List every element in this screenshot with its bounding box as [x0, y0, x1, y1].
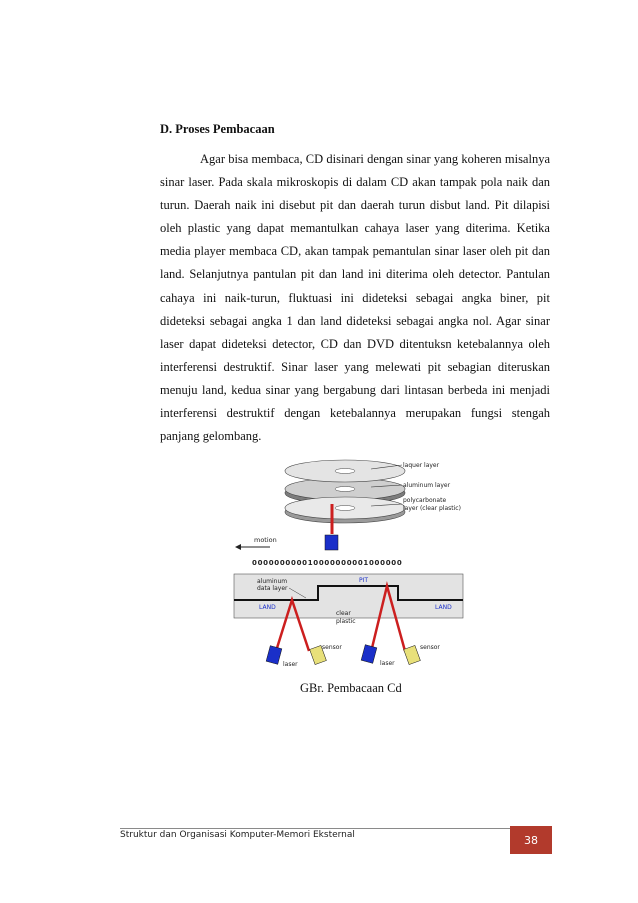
label-clear-1: clear: [336, 610, 351, 617]
label-aluminum-layer: aluminum layer: [403, 482, 451, 489]
label-polycarbonate-1: polycarbonate: [403, 497, 447, 504]
label-clear-2: plastic: [336, 618, 356, 625]
laser-block-right: [361, 645, 377, 664]
bit-sequence: 000000000010000000001000000: [252, 559, 403, 567]
label-sensor-left: sensor: [322, 644, 342, 651]
label-aluminum-data-1: aluminum: [257, 578, 288, 585]
label-lacquer-layer: laquer layer: [403, 462, 440, 469]
footer-text: Struktur dan Organisasi Komputer-Memori Eksternal: [120, 830, 355, 840]
laser-block-left: [266, 646, 282, 665]
laser-block-top: [325, 535, 338, 550]
section-heading: D. Proses Pembacaan: [160, 122, 275, 136]
label-land-left: LAND: [259, 604, 276, 611]
label-laser-left: laser: [283, 661, 298, 668]
label-land-right: LAND: [435, 604, 452, 611]
figure-caption: GBr. Pembacaan Cd: [300, 681, 402, 695]
sensor-block-right: [404, 645, 421, 664]
footer-divider: [120, 828, 510, 829]
label-laser-right: laser: [380, 660, 395, 667]
body-paragraph: [160, 148, 550, 448]
cd-reading-diagram: [230, 443, 465, 675]
disc-stack: [285, 460, 405, 523]
label-aluminum-data-2: data layer: [257, 585, 288, 592]
label-sensor-right: sensor: [420, 644, 440, 651]
label-pit: PIT: [359, 577, 369, 584]
paragraph-text: Agar bisa membaca, CD disinari dengan sinar yang koheren misalnya sinar laser. Pada skala mikroskopis di dalam CD akan tampak pola naik dan turun. Daerah naik ini disebut pit dan daerah turun disbut land. Pit dilapisi oleh plastic yang dapat memantulkan cahaya laser yang diterima. Ketika media player membaca CD, akan tampak pemantulan sinar laser oleh pit dan land. Selanjutnya pantulan pit dan land ini diterima oleh detector. Pantulan cahaya ini naik-turun, fluktuasi ini dideteksi sebagai angka biner, pit dideteksi sebagai angka 1 dan land dideteksi sebagai angka nol. Agar sinar laser dapat dideteksi detector, CD dan DVD ditentuksn ketebalannya oleh interferensi destruktif. Sinar laser yang melewati pit sebagian diteruskan menuju land, kedua sinar yang bergabung dari lintasan berbeda ini menjadi interferensi destruktif dengan ketebalannya merupakan fungsi stengah panjang gelombang.: [160, 152, 550, 444]
label-polycarbonate-2: layer (clear plastic): [403, 505, 461, 512]
page-number: 38: [510, 826, 552, 854]
label-motion: motion: [254, 536, 277, 544]
